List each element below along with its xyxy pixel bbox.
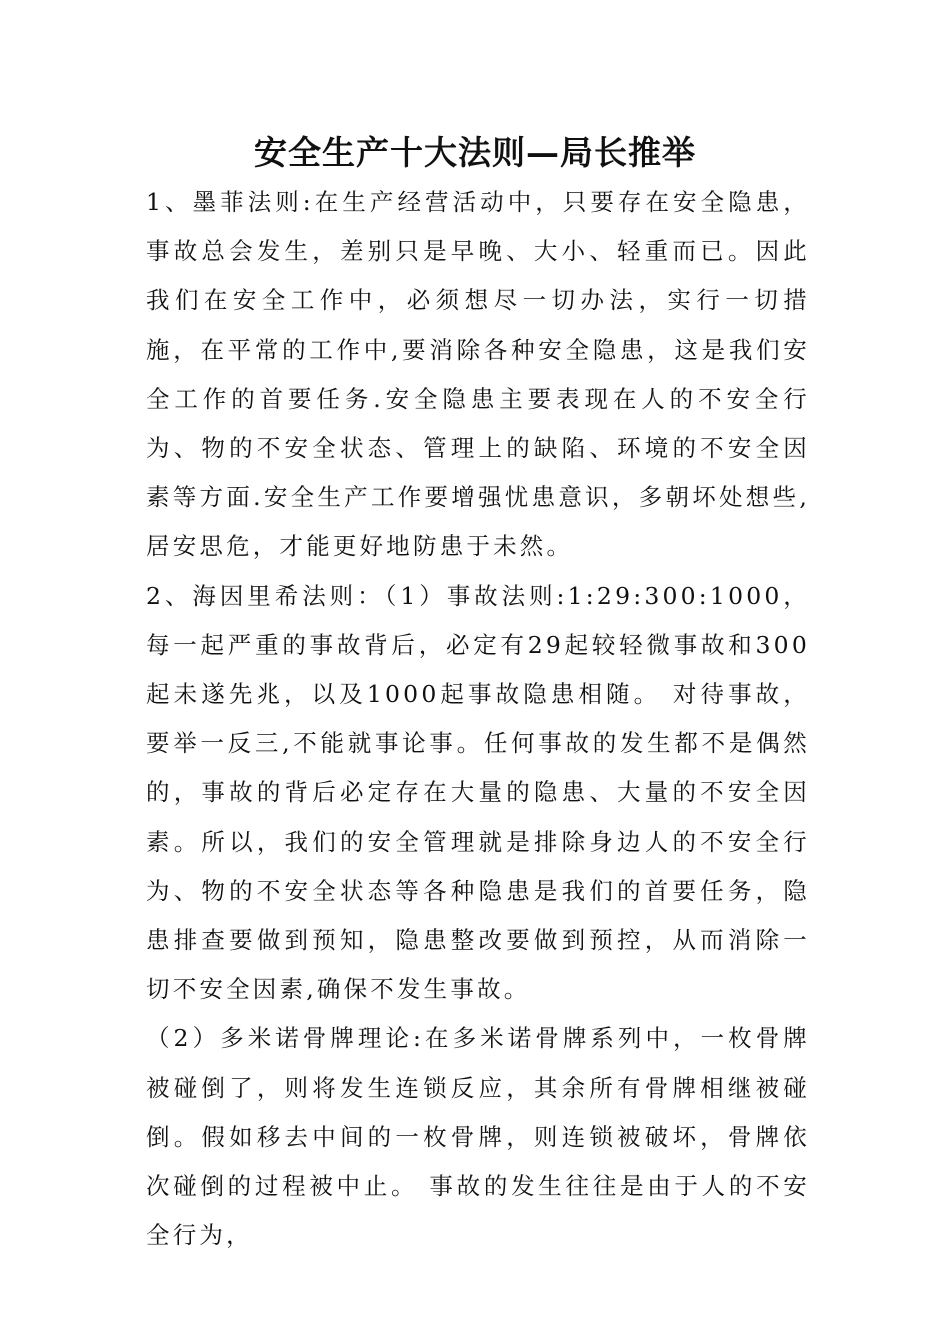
document-body <box>146 178 810 1260</box>
paragraph-murphy-law: 1、墨菲法则:在生产经营活动中，只要存在安全隐患，事故总会发生，差别只是早晚、大小、轻重而已。因此我们在安全工作中，必须想尽一切办法，实行一切措施，在平常的工作中,要消除各种安全隐患，这是我们安全工作的首要任务.安全隐患主要表现在人的不安全行为、物的不安全状态、管理上的缺陷、环境的不安全因素等方面.安全生产工作要增强忧患意识，多朝坏处想些,居安思危，才能更好地防患于未然。 <box>146 188 810 561</box>
document-title: 安全生产十大法则—局长推举 <box>254 133 696 172</box>
paragraph-domino-theory: （2）多米诺骨牌理论:在多米诺骨牌系列中，一枚骨牌被碰倒了，则将发生连锁反应，其余所有骨牌相继被碰倒。假如移去中间的一枚骨牌，则连锁被破坏，骨牌依次碰倒的过程被中止。 事故的发生往往是由于人的不安全行为， <box>146 1024 810 1250</box>
paragraph-heinrich-law: 2、海因里希法则：（1）事故法则:1:29:300:1000，每一起严重的事故背后，必定有29起较轻微事故和300起未遂先兆，以及1000起事故隐患相随。 对待事故，要举一反三,不能就事论事。任何事故的发生都不是偶然的，事故的背后必定存在大量的隐患、大量的不安全因素。所以，我们的安全管理就是排除身边人的不安全行为、物的不安全状态等各种隐患是我们的首要任务，隐患排查要做到预知，隐患整改要做到预控，从而消除一切不安全因素,确保不发生事故。 <box>146 581 810 1004</box>
